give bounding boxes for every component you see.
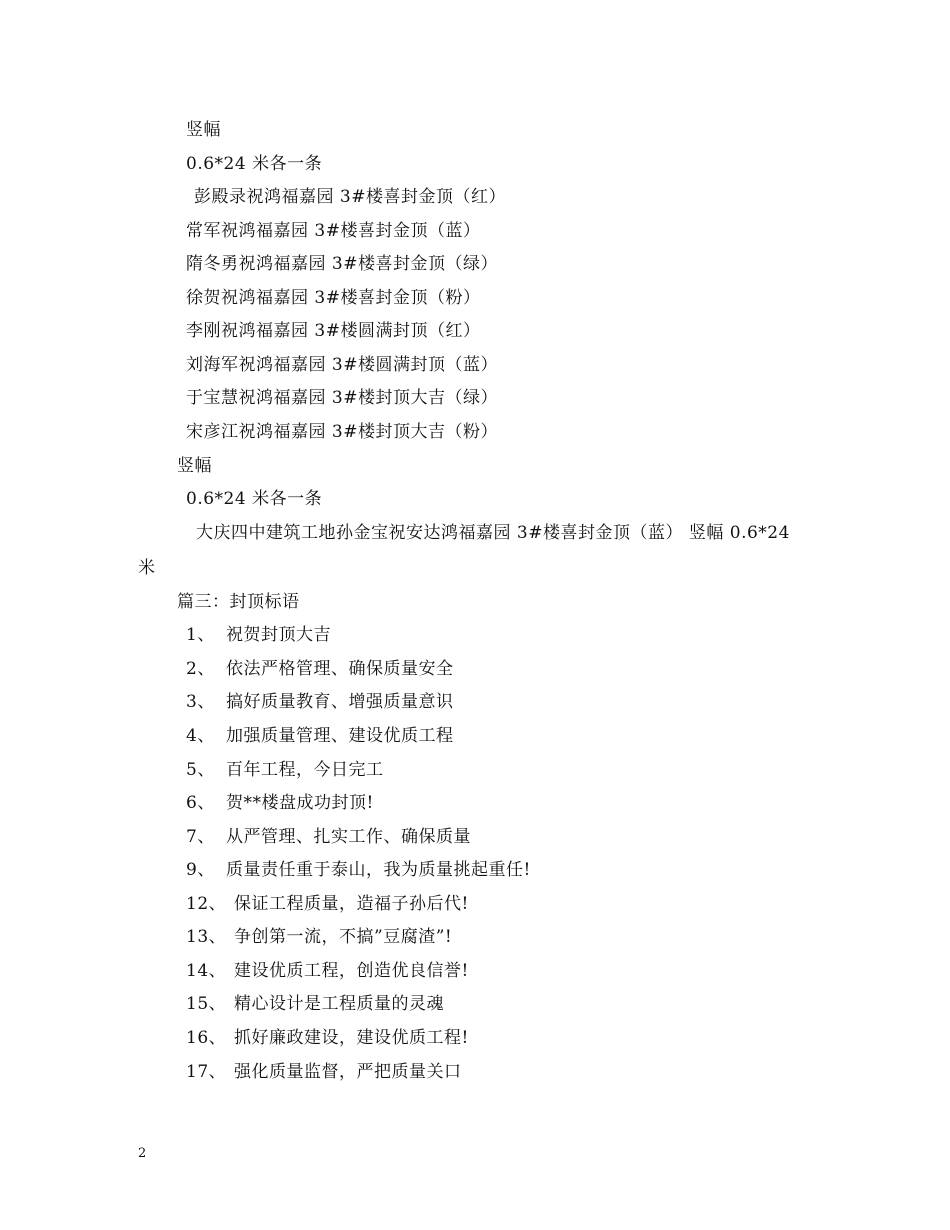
slogan-text: 加强质量管理、建设优质工程 bbox=[226, 726, 454, 746]
slogan-text: 依法严格管理、确保质量安全 bbox=[226, 659, 454, 679]
slogan-item bbox=[186, 691, 454, 713]
slogan-number: 14、 bbox=[186, 961, 227, 981]
slogan-number: 6、 bbox=[186, 793, 215, 813]
slogan-item bbox=[186, 759, 384, 781]
slogan-item bbox=[186, 893, 469, 915]
slogan-text: 搞好质量教育、增强质量意识 bbox=[226, 692, 454, 712]
slogan-text: 祝贺封顶大吉 bbox=[226, 625, 331, 645]
slogan-number: 12、 bbox=[186, 894, 227, 914]
banner-line: 宋彦江祝鸿福嘉园 3#楼封顶大吉（粉） bbox=[186, 422, 498, 442]
slogan-number: 13、 bbox=[186, 927, 227, 947]
long-banner-line: 大庆四中建筑工地孙金宝祝安达鸿福嘉园 3#楼喜封金顶（蓝） 竖幅 0.6*24 bbox=[196, 523, 790, 543]
slogan-number: 4、 bbox=[186, 726, 215, 746]
banner-line: 徐贺祝鸿福嘉园 3#楼喜封金顶（粉） bbox=[186, 288, 481, 308]
slogan-text: 质量责任重于泰山，我为质量挑起重任! bbox=[226, 860, 531, 880]
banner-line: 于宝慧祝鸿福嘉园 3#楼封顶大吉（绿） bbox=[186, 388, 498, 408]
heading-vertical-banner: 竖幅 bbox=[186, 120, 221, 140]
slogan-text: 建设优质工程，创造优良信誉! bbox=[234, 961, 469, 981]
slogan-item bbox=[186, 993, 444, 1015]
banner-line: 李刚祝鸿福嘉园 3#楼圆满封顶（红） bbox=[186, 321, 481, 341]
slogan-number: 1、 bbox=[186, 625, 215, 645]
slogan-item bbox=[186, 859, 531, 881]
heading-vertical-banner: 竖幅 bbox=[177, 456, 212, 476]
slogan-item bbox=[186, 926, 452, 948]
slogan-item bbox=[186, 960, 469, 982]
slogan-number: 9、 bbox=[186, 860, 215, 880]
slogan-number: 5、 bbox=[186, 760, 215, 780]
slogan-text: 争创第一流，不搞”豆腐渣”! bbox=[234, 927, 453, 947]
slogan-item bbox=[186, 624, 331, 646]
slogan-text: 强化质量监督，严把质量关口 bbox=[234, 1062, 462, 1082]
slogan-text: 精心设计是工程质量的灵魂 bbox=[234, 994, 444, 1014]
slogan-item bbox=[186, 725, 454, 747]
slogan-text: 保证工程质量，造福子孙后代! bbox=[234, 894, 469, 914]
slogan-item bbox=[186, 658, 454, 680]
long-banner-line-wrap: 米 bbox=[138, 558, 156, 578]
slogan-number: 17、 bbox=[186, 1062, 227, 1082]
slogan-number: 16、 bbox=[186, 1028, 227, 1048]
slogan-number: 3、 bbox=[186, 692, 215, 712]
slogan-item bbox=[186, 792, 374, 814]
slogan-item bbox=[186, 1027, 469, 1049]
slogan-number: 15、 bbox=[186, 994, 227, 1014]
slogan-text: 贺**楼盘成功封顶! bbox=[226, 793, 374, 813]
slogan-text: 从严管理、扎实工作、确保质量 bbox=[226, 827, 471, 847]
banner-line: 隋冬勇祝鸿福嘉园 3#楼喜封金顶（绿） bbox=[186, 254, 498, 274]
slogan-number: 2、 bbox=[186, 659, 215, 679]
banner-size-line: 0.6*24 米各一条 bbox=[186, 489, 323, 509]
banner-line: 刘海军祝鸿福嘉园 3#楼圆满封顶（蓝） bbox=[186, 355, 498, 375]
slogan-item bbox=[186, 1061, 462, 1083]
slogan-number: 7、 bbox=[186, 827, 215, 847]
banner-line: 常军祝鸿福嘉园 3#楼喜封金顶（蓝） bbox=[186, 221, 481, 241]
section-title: 篇三：封顶标语 bbox=[177, 592, 300, 612]
slogan-item bbox=[186, 826, 471, 848]
slogan-text: 抓好廉政建设，建设优质工程! bbox=[234, 1028, 469, 1048]
page-number: 2 bbox=[138, 1146, 147, 1161]
banner-line: 彭殿录祝鸿福嘉园 3#楼喜封金顶（红） bbox=[194, 187, 506, 207]
banner-size-line: 0.6*24 米各一条 bbox=[186, 154, 323, 174]
slogan-text: 百年工程，今日完工 bbox=[226, 760, 384, 780]
